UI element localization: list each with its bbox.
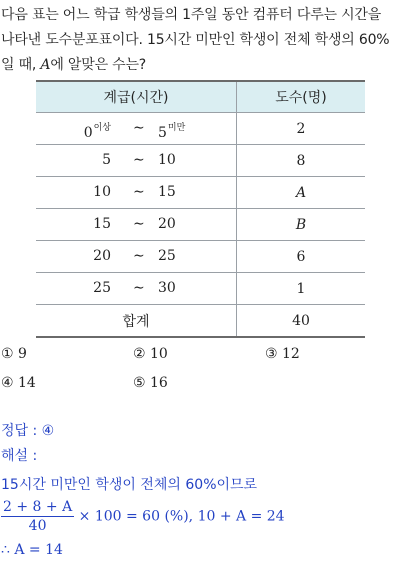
question-line-3 (1, 53, 399, 78)
header-class: 계급(시간) (36, 81, 237, 113)
tilde: ∼ (133, 184, 145, 200)
option-2[interactable] (133, 346, 168, 362)
range-high: 30 (158, 280, 176, 296)
option-value: 9 (18, 346, 27, 362)
header-frequency: 도수(명) (237, 81, 366, 113)
freq-cell: B (237, 209, 366, 241)
conclusion: ∴ A = 14 (1, 542, 63, 558)
range-low: 0 (83, 125, 93, 141)
question-line-2: 나타낸 도수분포표이다. 15시간 미만인 학생이 전체 학생의 60% (1, 32, 390, 48)
range-high: 25 (158, 248, 176, 264)
fraction-denominator: 40 (28, 518, 47, 534)
tilde: ∼ (133, 216, 145, 232)
sup-ge: 이상 (93, 123, 111, 133)
option-value: 16 (150, 375, 168, 391)
question-line-3-post: 에 알맞은 수는? (50, 57, 147, 73)
range-high: 15 (158, 184, 176, 200)
frequency-table (36, 80, 365, 338)
option-mark: ① (1, 346, 14, 362)
range-low: 5 (102, 152, 111, 168)
question-line-1: 다음 표는 어느 학급 학생들의 1주일 동안 컴퓨터 다루는 시간을 (1, 7, 382, 23)
tilde: ∼ (133, 120, 145, 136)
range-low: 25 (93, 280, 111, 296)
equation-rest: × 100 = 60 (%), 10 + A = 24 (78, 508, 285, 525)
option-4[interactable] (1, 375, 36, 391)
range-low: 20 (93, 248, 111, 264)
table-row (36, 177, 365, 209)
table-total-row (36, 305, 365, 338)
explanation-equation (1, 498, 285, 535)
explanation-label: 해설 : (1, 448, 38, 464)
option-value: 14 (18, 375, 36, 391)
explanation-line-1: 15시간 미만인 학생이 전체의 60%이므로 (1, 477, 258, 493)
option-3[interactable] (265, 346, 300, 362)
freq-cell: 2 (237, 113, 366, 145)
option-mark: ⑤ (133, 375, 146, 391)
question-line-3-pre: 일 때, (1, 57, 37, 73)
table-row (36, 241, 365, 273)
tilde: ∼ (133, 152, 145, 168)
range-low: 10 (93, 184, 111, 200)
option-1[interactable] (1, 346, 27, 362)
table-row (36, 273, 365, 305)
total-label: 합계 (36, 305, 237, 338)
tilde: ∼ (133, 248, 145, 264)
table-row (36, 113, 365, 145)
table-header-row (36, 81, 365, 113)
freq-cell: A (237, 177, 366, 209)
question-text (1, 3, 399, 78)
option-5[interactable] (133, 375, 168, 391)
tilde: ∼ (133, 280, 145, 296)
table-row (36, 145, 365, 177)
range-high: 5 (158, 125, 167, 141)
option-mark: ④ (1, 375, 14, 391)
option-value: 12 (282, 346, 300, 362)
answer-label: 정답 : ④ (1, 423, 55, 439)
total-value: 40 (237, 305, 366, 338)
fraction (1, 498, 74, 535)
freq-cell: 8 (237, 145, 366, 177)
range-high: 10 (158, 152, 176, 168)
range-low: 15 (93, 216, 111, 232)
range-high: 20 (158, 216, 176, 232)
freq-cell: 6 (237, 241, 366, 273)
option-mark: ③ (265, 346, 278, 362)
option-value: 10 (150, 346, 168, 362)
option-mark: ② (133, 346, 146, 362)
fraction-numerator: 2 + 8 + A (3, 499, 73, 515)
sup-lt: 미만 (167, 123, 186, 133)
freq-cell: 1 (237, 273, 366, 305)
variable-a: A (40, 57, 51, 73)
table-row (36, 209, 365, 241)
